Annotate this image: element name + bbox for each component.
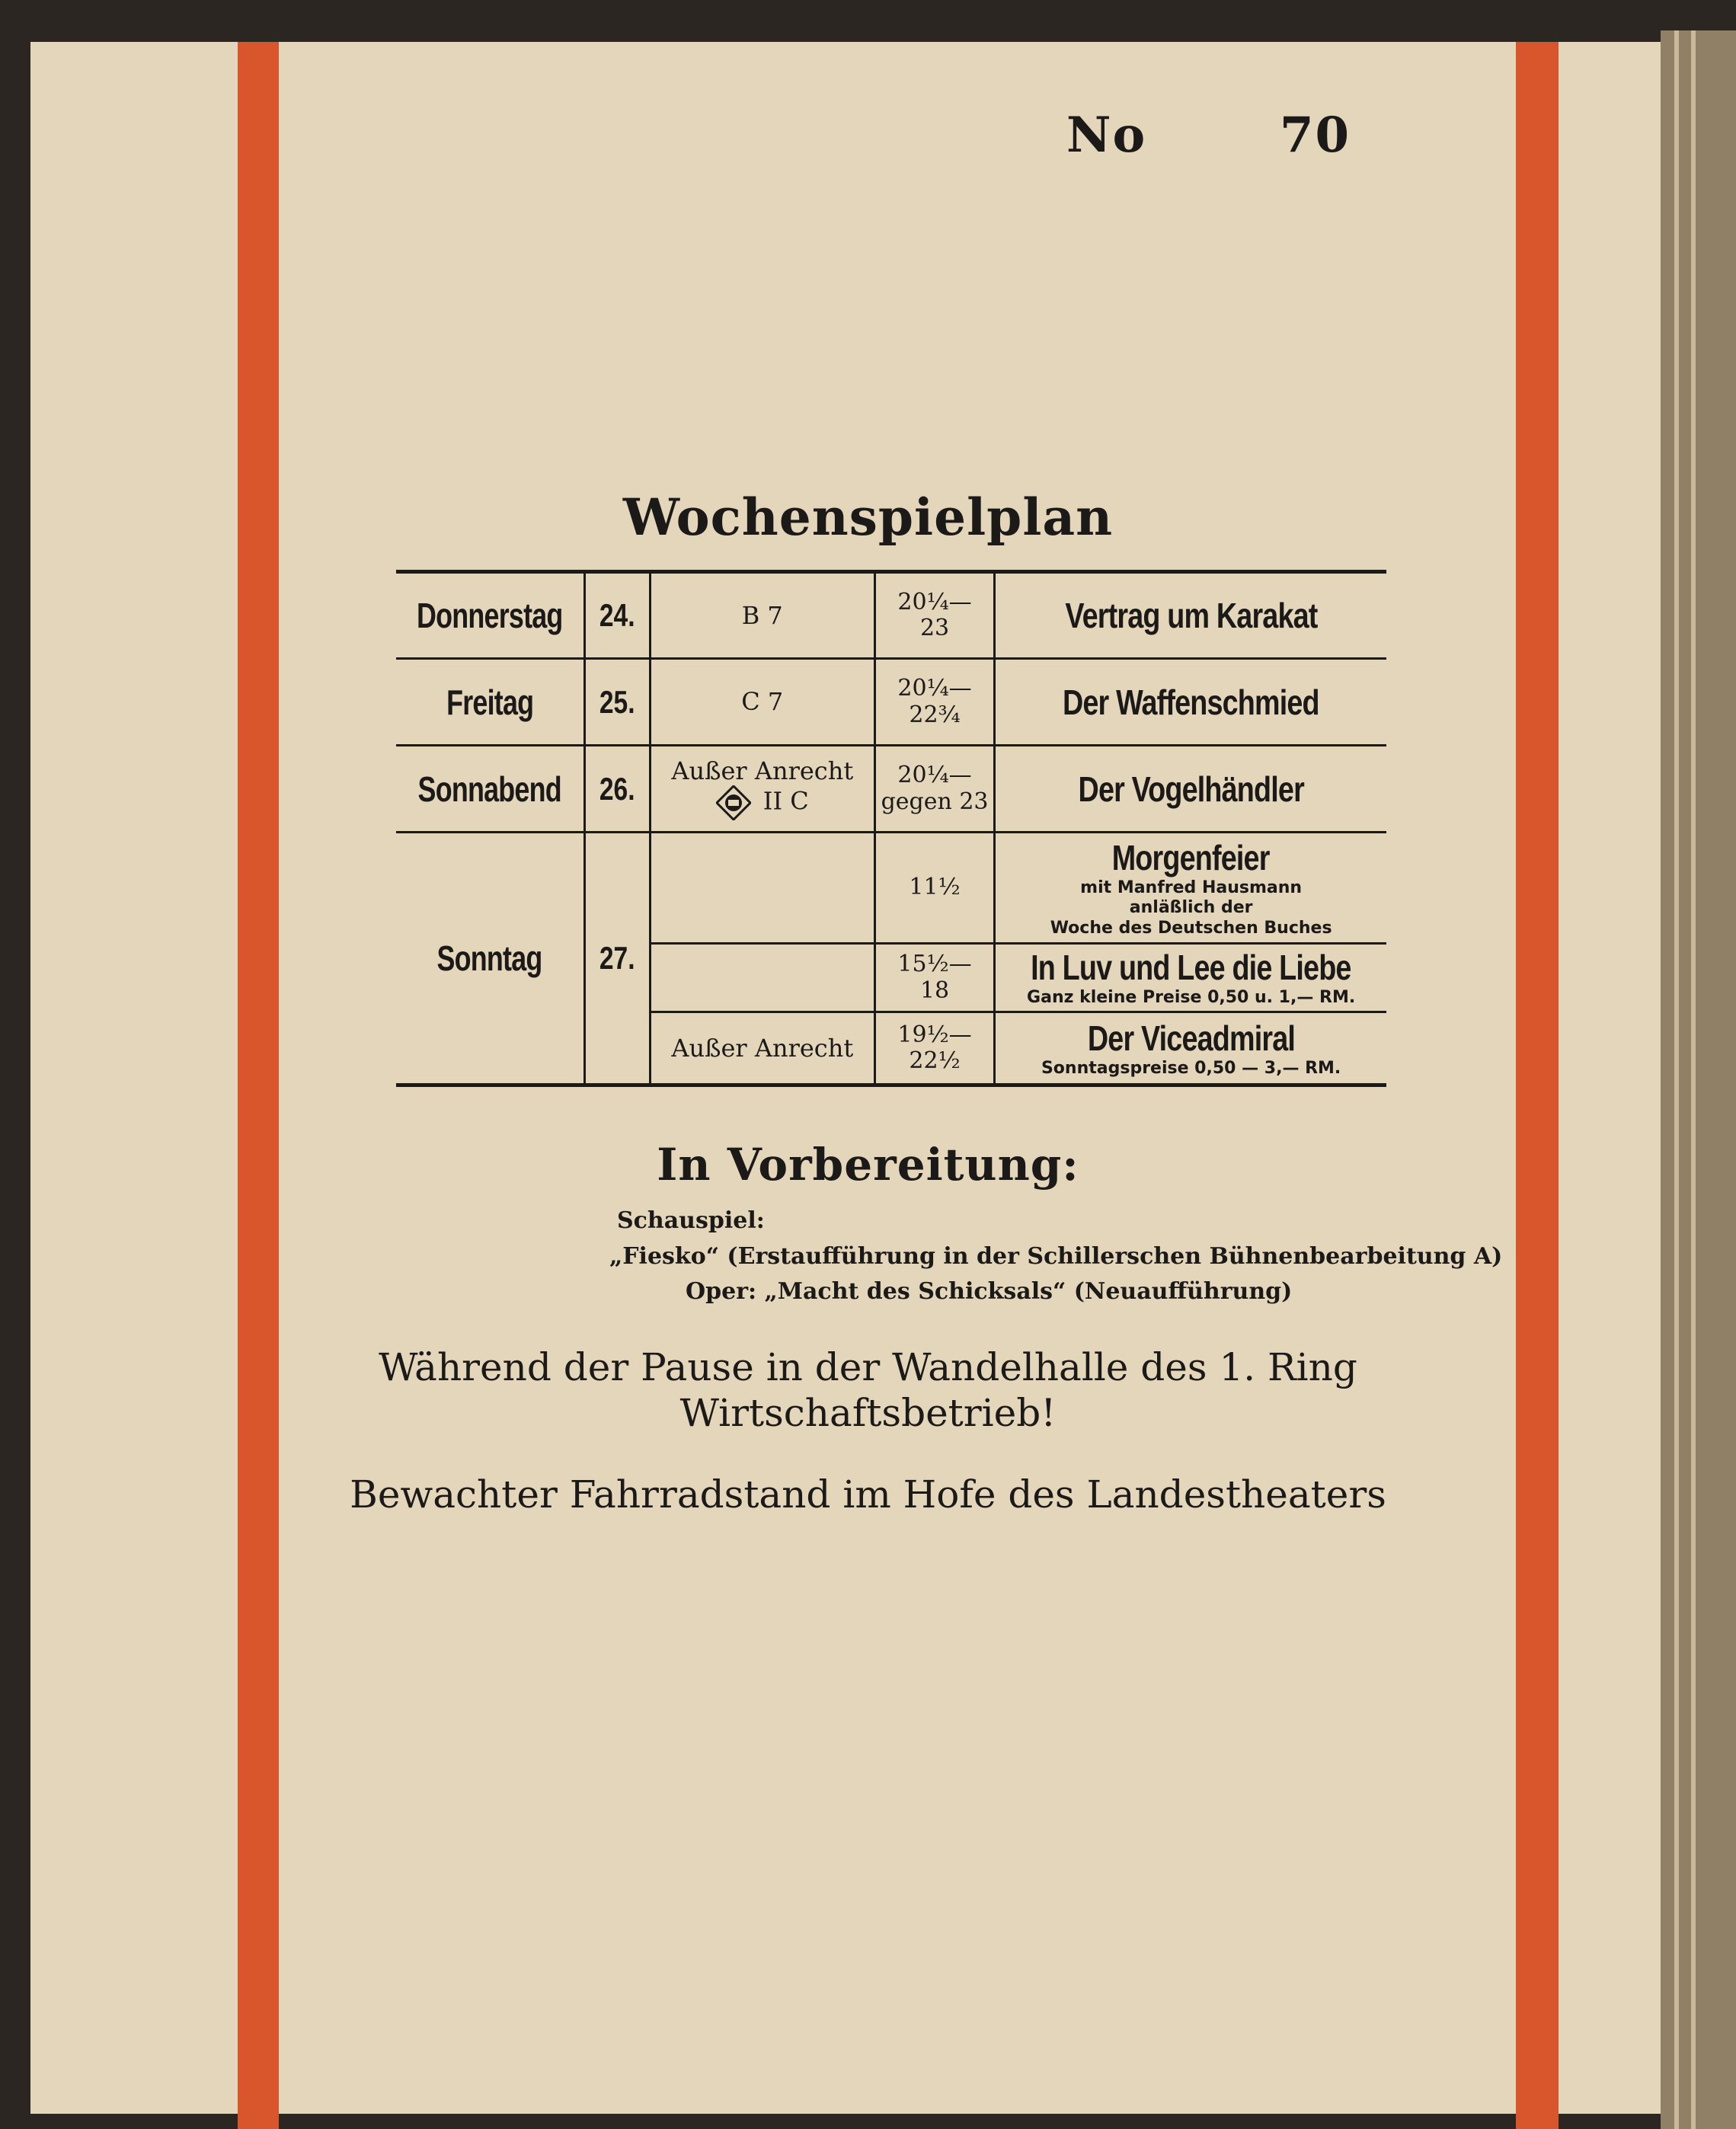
series-cell [650,746,874,833]
play-title: Morgenfeier [1112,837,1271,877]
preparation-line: Schauspiel: [617,1207,765,1234]
series-cell [650,833,874,944]
issue-number-prefix: No [1066,107,1147,164]
time-cell [874,1012,994,1085]
time-cell-text: 20¼— gegen 23 [881,762,989,815]
play-title: Der Waffenschmied [1063,682,1320,722]
schedule-row [396,833,1386,944]
day-cell-text: Freitag [446,682,533,722]
preparation-list [609,1204,1502,1310]
schedule-row [396,746,1386,833]
play-title: Vertrag um Karakat [1065,596,1318,635]
schedule-row [396,659,1386,746]
play-cell [995,944,1386,1012]
series-cell [650,659,874,746]
issue-number-value: 70 [1280,107,1351,164]
day-cell [396,746,584,833]
play-cell [995,572,1386,659]
play-title: In Luv und Lee die Liebe [1031,948,1351,988]
time-cell-text: 20¼— 22¾ [897,675,972,728]
date-cell-text: 26. [599,770,635,807]
time-cell-text: 11½ [909,874,961,901]
series-code: II C [762,786,809,816]
play-cell [995,746,1386,833]
date-cell-text: 27. [599,940,635,976]
show-through-text [388,152,1386,216]
play-subtitle: Ganz kleine Preise 0,50 u. 1,— RM. [1027,988,1356,1008]
series-code: C 7 [741,687,784,717]
date-cell-text: 25. [599,683,635,720]
time-cell [874,746,994,833]
day-cell-text: Sonnabend [417,769,561,809]
time-cell-text: 19½— 22½ [897,1021,972,1074]
date-cell [584,746,650,833]
time-cell-text: 20¼— 23 [897,588,972,641]
left-red-band [238,42,279,2129]
next-page-edge [1661,30,1736,2129]
date-cell-text: 24. [599,597,635,633]
day-cell-text: Donnerstag [417,596,563,635]
day-cell [396,659,584,746]
series-cell [650,944,874,1012]
series-cell [650,572,874,659]
day-cell [396,572,584,659]
date-cell [584,833,650,1085]
series-code: B 7 [741,600,783,630]
play-cell [995,1012,1386,1085]
time-cell [874,944,994,1012]
series-cell-text: Außer Anrecht [671,1033,854,1063]
date-cell [584,659,650,746]
play-cell [995,659,1386,746]
preparation-line: Oper: „Macht des Schicksals“ (Neuaufführung) [686,1278,1293,1305]
intermission-note: Während der Pause in der Wandelhalle des 1. Ring Wirtschaftsbetrieb! [379,1345,1357,1435]
play-subtitle: Sonntagspreise 0,50 — 3,— RM. [1041,1058,1341,1078]
right-red-band [1516,42,1559,2129]
preparation-title: In Vorbereitung: [657,1139,1079,1191]
preparation-line: „Fiesko“ (Erstaufführung in der Schillerschen Bühnenbearbeitung A) [609,1242,1503,1270]
schedule-row [396,572,1386,659]
play-subtitle: mit Manfred Hausmann anläßlich der Woche des Deutschen Buches [1050,877,1332,938]
time-cell-text: 15½— 18 [897,951,972,1004]
schedule-table [396,570,1386,1087]
date-cell [584,572,650,659]
page-title: Wochenspielplan [622,487,1114,547]
time-cell [874,572,994,659]
time-cell [874,659,994,746]
series-note: Außer Anrecht [671,756,854,786]
ring-emblem-icon [716,785,751,820]
bicycle-note: Bewachter Fahrradstand im Hofe des Landestheaters [350,1472,1386,1517]
play-cell [995,833,1386,944]
series-cell [650,1012,874,1085]
time-cell [874,833,994,944]
day-cell [396,833,584,1085]
play-title: Der Vogelhändler [1078,769,1304,809]
day-cell-text: Sonntag [436,938,542,978]
play-title: Der Viceadmiral [1087,1018,1295,1058]
